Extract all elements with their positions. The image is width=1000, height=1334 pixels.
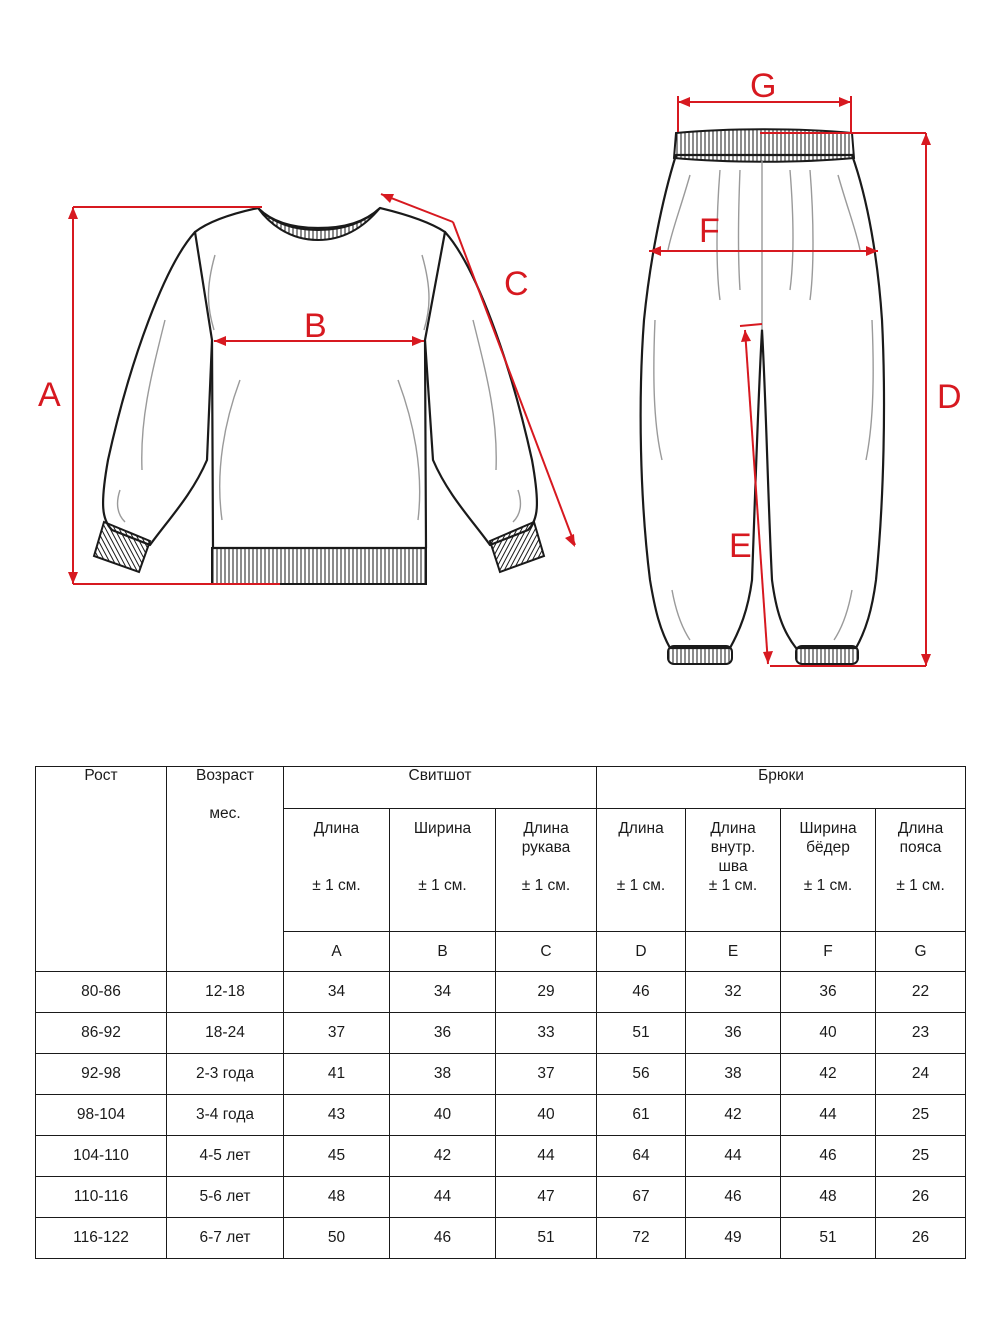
measure-header	[496, 809, 597, 932]
label-a: A	[38, 376, 61, 414]
col-height-label: Рост	[84, 767, 118, 784]
measure-header	[781, 809, 876, 932]
table-cell: 42	[390, 1136, 496, 1177]
label-e: E	[729, 527, 752, 565]
table-cell: 33	[496, 1013, 597, 1054]
sweatshirt-drawing	[94, 208, 544, 584]
table-cell: 50	[284, 1218, 390, 1259]
table-cell: 32	[686, 972, 781, 1013]
table-cell: 40	[496, 1095, 597, 1136]
table-cell: 92-98	[36, 1054, 167, 1095]
table-row	[36, 1054, 966, 1095]
table-cell: 56	[597, 1054, 686, 1095]
measure-name: Длина	[313, 820, 360, 837]
table-cell: 12-18	[167, 972, 284, 1013]
measure-tolerance: ± 1 см.	[708, 877, 758, 894]
table-row	[36, 1013, 966, 1054]
table-cell: 18-24	[167, 1013, 284, 1054]
table-cell: 36	[390, 1013, 496, 1054]
measure-name: Ширина	[413, 820, 472, 837]
table-cell: 23	[876, 1013, 966, 1054]
table-cell: 5-6 лет	[167, 1177, 284, 1218]
table-cell: 51	[781, 1218, 876, 1259]
table-cell: 40	[781, 1013, 876, 1054]
table-cell: 86-92	[36, 1013, 167, 1054]
table-cell: 26	[876, 1177, 966, 1218]
measure-name: Ширина бёдер	[799, 820, 857, 856]
measure-name: Длина внутр. шва	[710, 820, 756, 875]
measure-name: Длина пояса	[897, 820, 944, 856]
table-cell: 110-116	[36, 1177, 167, 1218]
table-cell: 51	[496, 1218, 597, 1259]
table-cell: 3-4 года	[167, 1095, 284, 1136]
table-cell: 6-7 лет	[167, 1218, 284, 1259]
table-cell: 46	[686, 1177, 781, 1218]
col-age-header	[167, 767, 284, 972]
table-cell: 24	[876, 1054, 966, 1095]
table-cell: 37	[496, 1054, 597, 1095]
col-height-header	[36, 767, 167, 972]
label-b: B	[304, 307, 327, 345]
col-age-label: Возраст	[196, 767, 254, 784]
table-cell: 22	[876, 972, 966, 1013]
table-cell: 46	[597, 972, 686, 1013]
measure-header	[597, 809, 686, 932]
size-table	[35, 766, 966, 1259]
table-cell: 41	[284, 1054, 390, 1095]
measure-code: G	[876, 932, 966, 972]
table-cell: 26	[876, 1218, 966, 1259]
table-cell: 37	[284, 1013, 390, 1054]
table-cell: 43	[284, 1095, 390, 1136]
table-cell: 47	[496, 1177, 597, 1218]
measure-name: Длина	[618, 820, 664, 837]
table-cell: 2-3 года	[167, 1054, 284, 1095]
table-cell: 64	[597, 1136, 686, 1177]
table-cell: 98-104	[36, 1095, 167, 1136]
table-cell: 116-122	[36, 1218, 167, 1259]
group-sweatshirt: Свитшот	[284, 767, 597, 809]
measure-name: Длина рукава	[521, 820, 571, 856]
table-cell: 42	[686, 1095, 781, 1136]
table-cell: 44	[686, 1136, 781, 1177]
table-cell: 49	[686, 1218, 781, 1259]
table-cell: 29	[496, 972, 597, 1013]
table-cell: 34	[284, 972, 390, 1013]
table-cell: 44	[496, 1136, 597, 1177]
table-cell: 34	[390, 972, 496, 1013]
header-row-1	[36, 767, 966, 809]
measure-code: F	[781, 932, 876, 972]
table-row	[36, 1136, 966, 1177]
table-row	[36, 972, 966, 1013]
table-cell: 45	[284, 1136, 390, 1177]
table-cell: 4-5 лет	[167, 1136, 284, 1177]
measure-header	[876, 809, 966, 932]
measure-tolerance: ± 1 см.	[418, 877, 467, 894]
table-cell: 46	[781, 1136, 876, 1177]
label-g: G	[750, 67, 777, 105]
table-cell: 61	[597, 1095, 686, 1136]
measure-tolerance: ± 1 см.	[616, 877, 666, 894]
table-cell: 25	[876, 1136, 966, 1177]
measure-tolerance: ± 1 см.	[896, 877, 945, 894]
measure-tolerance: ± 1 см.	[521, 877, 571, 894]
table-cell: 44	[390, 1177, 496, 1218]
table-cell: 40	[390, 1095, 496, 1136]
table-cell: 80-86	[36, 972, 167, 1013]
table-cell: 46	[390, 1218, 496, 1259]
table-cell: 67	[597, 1177, 686, 1218]
table-row	[36, 1177, 966, 1218]
table-cell: 51	[597, 1013, 686, 1054]
label-d: D	[937, 378, 962, 416]
table-cell: 72	[597, 1218, 686, 1259]
size-rows	[36, 972, 966, 1259]
measure-header	[284, 809, 390, 932]
table-cell: 38	[686, 1054, 781, 1095]
table-cell: 48	[781, 1177, 876, 1218]
table-cell: 42	[781, 1054, 876, 1095]
label-f: F	[699, 212, 720, 250]
table-cell: 44	[781, 1095, 876, 1136]
measure-header	[390, 809, 496, 932]
measure-code: A	[284, 932, 390, 972]
table-row	[36, 1218, 966, 1259]
measure-code: C	[496, 932, 597, 972]
measure-header	[686, 809, 781, 932]
measure-code: B	[390, 932, 496, 972]
table-cell: 48	[284, 1177, 390, 1218]
measure-code: E	[686, 932, 781, 972]
measure-code: D	[597, 932, 686, 972]
col-age-unit: мес.	[209, 805, 241, 822]
table-cell: 36	[781, 972, 876, 1013]
group-pants: Брюки	[597, 767, 966, 809]
measure-tolerance: ± 1 см.	[312, 877, 361, 894]
table-cell: 104-110	[36, 1136, 167, 1177]
label-c: C	[504, 265, 529, 303]
table-cell: 36	[686, 1013, 781, 1054]
table-cell: 25	[876, 1095, 966, 1136]
measure-tolerance: ± 1 см.	[803, 877, 853, 894]
table-row	[36, 1095, 966, 1136]
table-cell: 38	[390, 1054, 496, 1095]
